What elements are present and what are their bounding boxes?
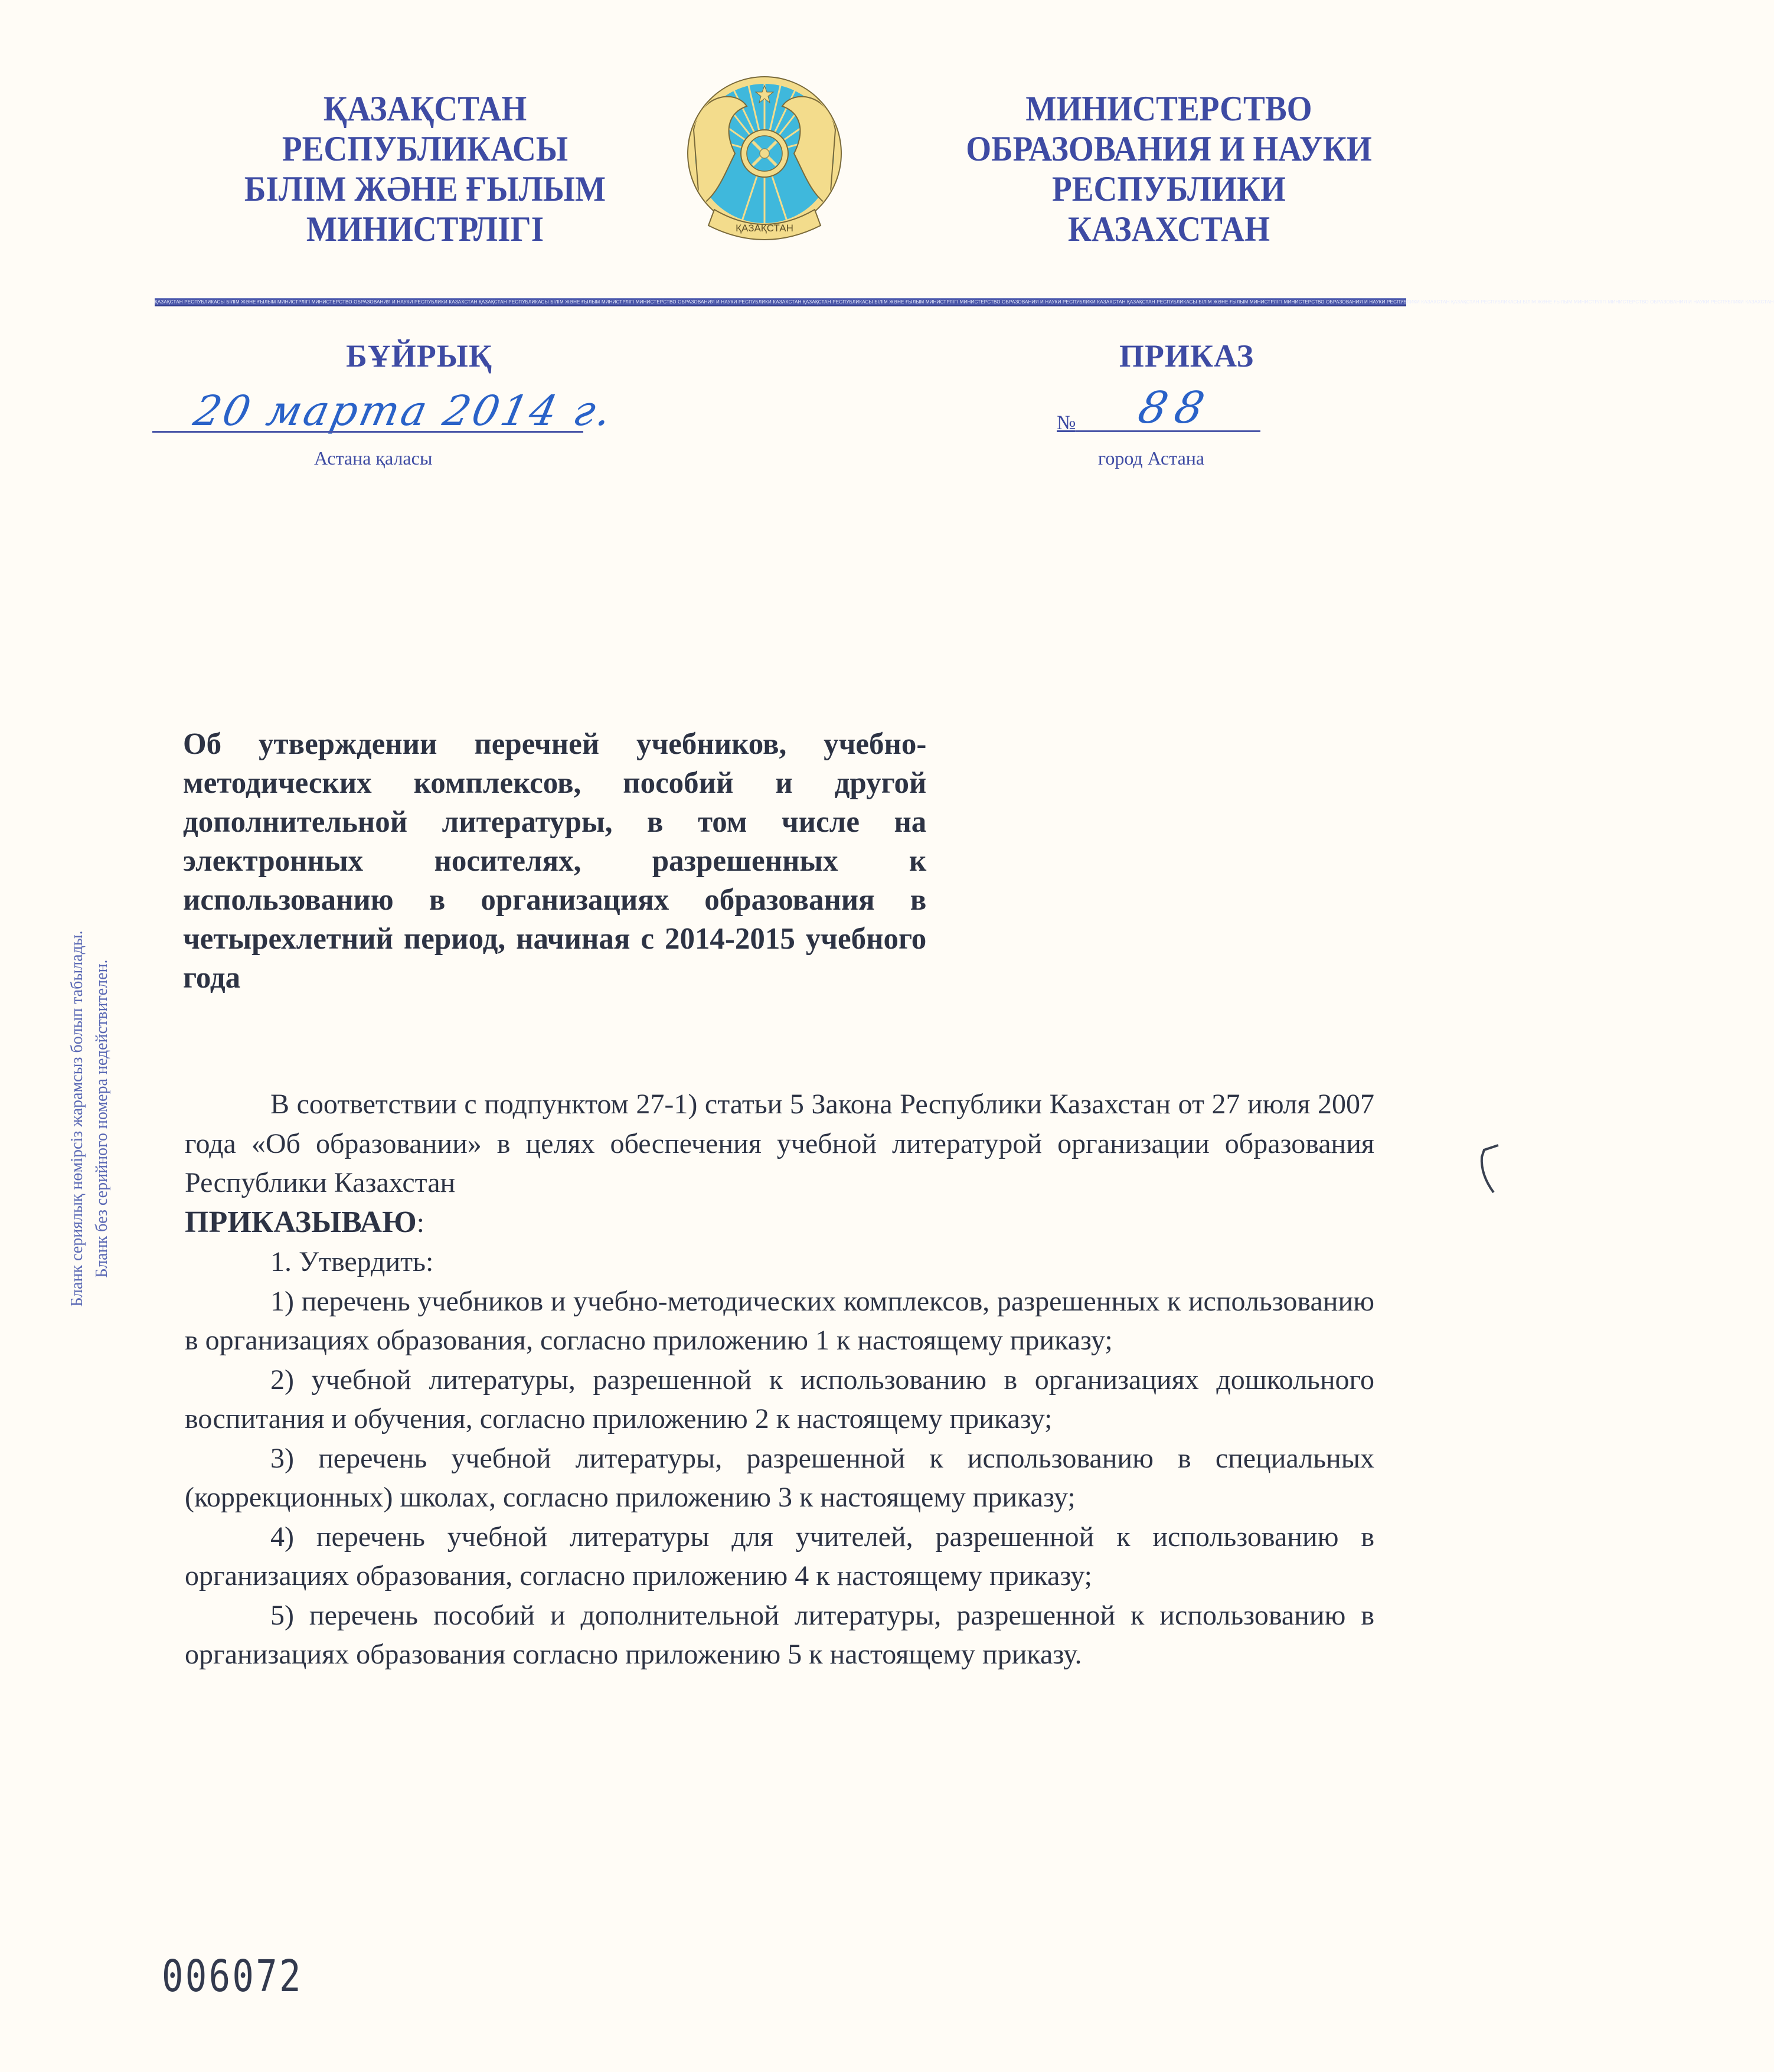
subitem: 1) перечень учебников и учебно-методических комплексов, разрешенных к использованию в организациях образования, согласно приложению 1 к настоящему приказу; xyxy=(185,1285,1374,1356)
blank-serial-number: 006072 xyxy=(162,1951,303,2002)
order-word: ПРИКАЗЫВАЮ xyxy=(185,1205,417,1239)
order-directive xyxy=(185,1203,1374,1243)
ministry-name-kz-line: БІЛІМ ЖӘНЕ ҒЫЛЫМ xyxy=(244,169,606,208)
letterhead-microtext-band xyxy=(155,298,1774,306)
ministry-name-ru-line: КАЗАХСТАН xyxy=(1067,210,1270,249)
handwritten-date: 20 марта 2014 г. xyxy=(190,387,619,435)
band-text: ҚАЗАҚСТАН РЕСПУБЛИКАСЫ БІЛІМ ЖӘНЕ ҒЫЛЫМ МИНИСТРЛІГІ МИНИСТЕРСТВО ОБРАЗОВАНИЯ И НАУКИ РЕСПУБЛИКИ КАЗАХСТАН ҚАЗАҚСТАН РЕСПУБЛИКАСЫ БІЛІМ ЖӘНЕ ҒЫЛЫМ МИНИСТРЛІГІ МИНИСТЕРСТВО ОБРАЗОВАНИЯ И НАУКИ РЕСПУБЛИКИ КАЗАХСТАН ҚАЗАҚСТАН РЕСПУБЛИКАСЫ БІЛІМ ЖӘНЕ ҒЫЛЫМ МИНИСТРЛІГІ МИНИСТЕРСТВО ОБРАЗОВАНИЯ И НАУКИ РЕСПУБЛИКИ КАЗАХСТАН ҚАЗАҚСТАН РЕСПУБЛИКАСЫ БІЛІМ ЖӘНЕ ҒЫЛЫМ МИНИСТРЛІГІ МИНИСТЕРСТВО ОБРАЗОВАНИЯ И НАУКИ РЕСПУБЛИКИ КАЗАХСТАН ҚАЗАҚСТАН РЕСПУБЛИКАСЫ БІЛІМ ЖӘНЕ ҒЫЛЫМ МИНИСТРЛІГІ МИНИСТЕРСТВО ОБРАЗОВАНИЯ И НАУКИ РЕСПУБЛИКИ КАЗАХСТАН xyxy=(155,299,1774,305)
ministry-name-ru-line: РЕСПУБЛИКИ xyxy=(1051,169,1286,208)
scan-edge-artifact xyxy=(1476,1133,1499,1198)
ministry-name-kazakh xyxy=(186,89,664,249)
emblem-label: ҚАЗАҚСТАН xyxy=(736,223,793,234)
handwritten-order-number: 88 xyxy=(1133,383,1217,433)
item-1-heading: 1. Утвердить: xyxy=(270,1246,434,1277)
ministry-name-ru-line: МИНИСТЕРСТВО xyxy=(1025,89,1312,128)
ministry-name-kz-line: МИНИСТРЛІГІ xyxy=(306,210,544,249)
subitem: 3) перечень учебной литературы, разрешенной к использованию в специальных (коррекционных) школах, согласно приложению 3 к настоящему приказу; xyxy=(185,1442,1374,1513)
order-title-kazakh: БҰЙРЫҚ xyxy=(346,338,492,374)
number-sign: № xyxy=(1057,412,1076,434)
order-body xyxy=(185,1085,1374,1675)
ministry-name-kz-line: ҚАЗАҚСТАН xyxy=(323,89,527,128)
city-russian: город Астана xyxy=(1098,447,1205,469)
subitem: 4) перечень учебной литературы для учителей, разрешенной к использованию в организациях образования, согласно приложению 4 к настоящему приказу; xyxy=(185,1521,1374,1591)
preamble-text: В соответствии с подпунктом 27-1) статьи 5 Закона Республики Казахстан от 27 июля 2007 года «Об образовании» в целях обеспечения учебной литературой организации образования Республики Казахстан xyxy=(185,1089,1374,1198)
state-emblem-icon xyxy=(682,65,847,251)
order-subject: Об утверждении перечней учебников, учебно-методических комплексов, пособий и другой дополнительной литературы, в том числе на электронных носителях, разрешенных к использованию в организациях образования в четырехлетний период, начиная с 2014-2015 учебного года xyxy=(183,727,927,995)
ministry-name-ru-line: ОБРАЗОВАНИЯ И НАУКИ xyxy=(966,129,1372,168)
margin-note-vertical xyxy=(65,894,115,1343)
order-title-russian: ПРИКАЗ xyxy=(1119,338,1254,374)
date-underline xyxy=(152,431,583,433)
city-kazakh: Астана қаласы xyxy=(314,447,433,469)
preamble xyxy=(185,1085,1374,1203)
number-underline xyxy=(1076,430,1260,432)
margin-note-kazakh: Бланк сериялық нөмірсіз жарамсыз болып табылады. xyxy=(68,930,86,1307)
ministry-name-kz-line: РЕСПУБЛИКАСЫ xyxy=(282,129,569,168)
order-colon: : xyxy=(416,1207,424,1238)
subitem: 5) перечень пособий и дополнительной литературы, разрешенной к использованию в организациях образования согласно приложению 5 к настоящему приказу. xyxy=(185,1599,1374,1670)
subitem: 2) учебной литературы, разрешенной к использованию в организациях дошкольного воспитания и обучения, согласно приложению 2 к настоящему приказу; xyxy=(185,1364,1374,1434)
margin-note-russian: Бланк без серийного номера недействителен. xyxy=(93,959,111,1278)
ministry-name-russian xyxy=(941,89,1397,249)
